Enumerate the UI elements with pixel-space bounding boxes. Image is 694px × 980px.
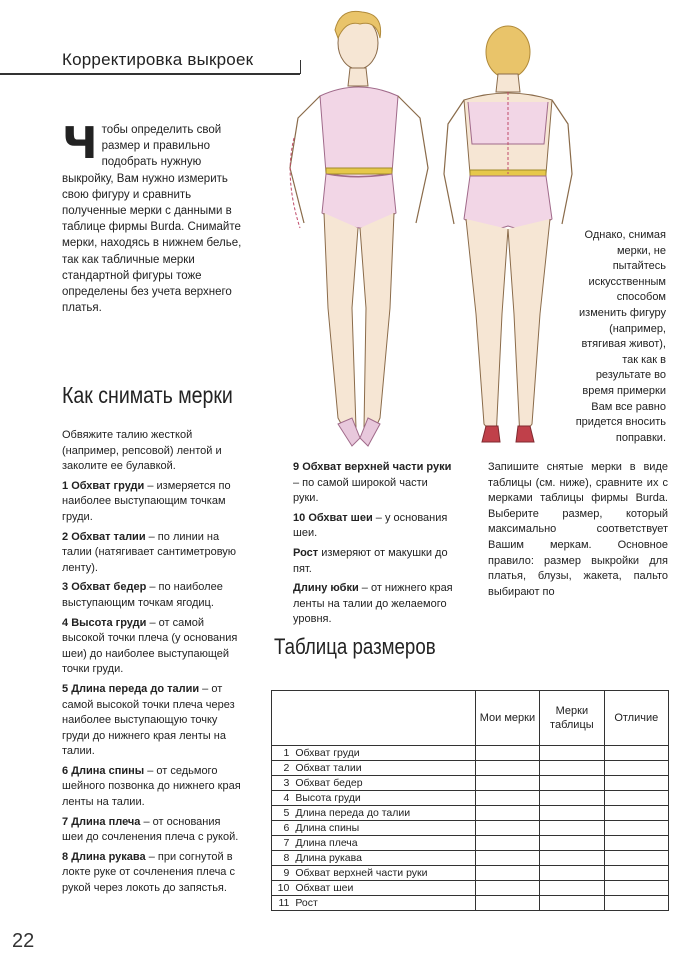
table-row (272, 836, 669, 851)
measure-desc: – у основания шеи. (293, 511, 448, 540)
measures-list-1 (62, 479, 244, 897)
row-number: 11 (272, 896, 292, 911)
measure-item (62, 815, 244, 846)
measure-desc: – по наиболее выступающим точкам ягодиц. (62, 581, 223, 609)
measure-name: Длина переда до талии (71, 682, 200, 695)
table-title: Таблица размеров (274, 634, 436, 659)
back-figure-illustration (440, 14, 580, 454)
table-body (272, 746, 669, 911)
measure-number: 3 (62, 581, 69, 594)
row-name: Длина плеча (291, 836, 475, 851)
measure-item (62, 764, 244, 811)
row-name: Обхват талии (291, 761, 475, 776)
recommendation-text: Запишите снятые мерки в виде таблицы (см. ниже), сравните их с мерками таблицы фирмы Burda. Выберите размер, который максимально соответствует Вашим меркам. Основное правило: размер выкройки для платья, блузы, жакета, пальто выбирают по (488, 461, 668, 598)
blank-cell (540, 851, 604, 866)
blank-cell (540, 821, 604, 836)
table-row (272, 776, 669, 791)
row-number: 2 (272, 761, 292, 776)
table-row (272, 881, 669, 896)
header-my: Мои мерки (475, 691, 539, 746)
blank-cell (604, 881, 668, 896)
header-blank (272, 691, 476, 746)
blank-cell (540, 761, 604, 776)
row-number: 7 (272, 836, 292, 851)
page-header: Корректировка выкроек (62, 50, 254, 69)
blank-cell (540, 806, 604, 821)
blank-cell (540, 746, 604, 761)
blank-cell (540, 776, 604, 791)
blank-cell (604, 851, 668, 866)
rost-desc: измеряют от макушки до пят. (293, 546, 448, 575)
rost-label: Рост (293, 546, 319, 559)
blank-cell (475, 896, 539, 911)
sizes-table (271, 690, 669, 911)
measure-desc: – от седьмого шейного позвонка до нижнего края ленты на талии. (62, 764, 241, 809)
intro-text: тобы определить свой размер и правильно подобрать нужную выкройку, Вам нужно измерить свою фигуру и сравнить полученные мерки с данными в таблице фирмы Burda. Снимайте мерки, находясь в нижнем белье, так как табличные мерки стандартной фигуры тоже определены без учета верхнего платья. (62, 124, 242, 315)
measures-list-2 (293, 460, 455, 542)
blank-cell (540, 866, 604, 881)
table-row (272, 851, 669, 866)
section-title: Как снимать мерки (62, 382, 233, 408)
measure-desc: – по самой широкой части руки. (293, 476, 428, 505)
blank-cell (475, 761, 539, 776)
measure-name: Обхват талии (71, 530, 146, 543)
measure-item (293, 511, 455, 542)
blank-cell (475, 776, 539, 791)
side-note: Однако, снимая мерки, не пытайтесь искусственным способом изменить фигуру (например, втягивая живот), так как в результате во время примерки Вам все равно придется вносить поправки. (575, 229, 666, 444)
skirt-desc: – от нижнего края ленты на талии до желаемого уровня. (293, 582, 453, 626)
intro-paragraph (62, 118, 250, 316)
table-row (272, 761, 669, 776)
measures-column-2 (293, 460, 455, 632)
row-name: Рост (291, 896, 475, 911)
blank-cell (604, 836, 668, 851)
blank-cell (475, 836, 539, 851)
blank-cell (604, 896, 668, 911)
row-name: Обхват бедер (291, 776, 475, 791)
blank-cell (540, 896, 604, 911)
col1-intro: Обвяжите талию жесткой (например, репсовой) лентой и заколите ее булавкой. (62, 429, 222, 473)
intro-dropcap: Ч (62, 118, 98, 169)
blank-cell (604, 776, 668, 791)
measure-name: Длина плеча (71, 815, 141, 828)
blank-cell (475, 806, 539, 821)
table-row (272, 746, 669, 761)
skirt-item (293, 581, 455, 628)
measure-desc: – от самой высокой точки плеча (у основания шеи) до наиболее выступающей точки груди. (62, 616, 238, 676)
table-row (272, 806, 669, 821)
row-number: 1 (272, 746, 292, 761)
header-diff: Отличие (604, 691, 668, 746)
blank-cell (475, 881, 539, 896)
measure-number: 6 (62, 764, 69, 777)
header-table: Мерки таблицы (540, 691, 604, 746)
blank-cell (604, 791, 668, 806)
measure-desc: – измеряется по наиболее выступающим точкам груди. (62, 479, 231, 523)
table-row (272, 791, 669, 806)
measure-number: 10 (293, 511, 306, 524)
blank-cell (540, 836, 604, 851)
measure-item (62, 850, 244, 897)
rost-item (293, 546, 455, 577)
measure-name: Обхват бедер (71, 581, 147, 594)
row-number: 4 (272, 791, 292, 806)
row-name: Обхват шеи (291, 881, 475, 896)
row-number: 3 (272, 776, 292, 791)
measure-name: Обхват шеи (308, 511, 373, 524)
blank-cell (475, 746, 539, 761)
measure-item (62, 479, 244, 526)
measure-number: 8 (62, 850, 69, 863)
blank-cell (540, 881, 604, 896)
measure-desc: – по линии на талии (натягивает сантиметровую ленту). (62, 530, 237, 574)
row-name: Обхват груди (291, 746, 475, 761)
measure-item (62, 530, 244, 577)
row-name: Обхват верхней части руки (291, 866, 475, 881)
measure-desc: – при согнутой в локте руке от сочленения плеча с рукой через локоть до запястья. (62, 850, 235, 895)
row-name: Длина переда до талии (291, 806, 475, 821)
measure-number: 4 (62, 616, 69, 629)
measure-number: 1 (62, 479, 69, 492)
header-rule (0, 73, 300, 75)
page-number: 22 (12, 930, 35, 952)
row-number: 5 (272, 806, 292, 821)
measure-name: Длина спины (71, 764, 145, 777)
measure-number: 7 (62, 815, 69, 828)
table-row (272, 896, 669, 911)
measure-item (62, 580, 244, 611)
row-number: 8 (272, 851, 292, 866)
measure-name: Обхват груди (71, 479, 145, 492)
row-number: 10 (272, 881, 292, 896)
measure-name: Обхват верхней части руки (302, 461, 452, 473)
measure-item (62, 682, 244, 760)
row-number: 6 (272, 821, 292, 836)
measure-name: Длина рукава (71, 850, 146, 863)
blank-cell (475, 866, 539, 881)
blank-cell (475, 791, 539, 806)
blank-cell (475, 821, 539, 836)
skirt-label: Длину юбки (293, 582, 359, 595)
measure-item (293, 460, 455, 507)
blank-cell (604, 761, 668, 776)
front-figure-illustration (280, 8, 440, 448)
table-header-row (272, 691, 669, 746)
table-row (272, 866, 669, 881)
measure-item (62, 616, 244, 678)
measure-desc: – от основания шеи до сочленения плеча с рукой. (62, 815, 239, 844)
row-name: Длина рукава (291, 851, 475, 866)
row-name: Длина спины (291, 821, 475, 836)
measure-name: Высота груди (71, 616, 147, 629)
table-row (272, 821, 669, 836)
blank-cell (604, 806, 668, 821)
blank-cell (604, 866, 668, 881)
measure-number: 5 (62, 682, 69, 695)
row-number: 9 (272, 866, 292, 881)
blank-cell (540, 791, 604, 806)
measures-column-1 (62, 428, 244, 901)
measure-number: 2 (62, 530, 69, 543)
blank-cell (604, 746, 668, 761)
row-name: Высота груди (291, 791, 475, 806)
measure-number: 9 (293, 461, 300, 473)
blank-cell (604, 821, 668, 836)
blank-cell (475, 851, 539, 866)
measure-desc: – от самой высокой точки плеча через наиболее выступающую точку груди до нижнего края ленты на талии. (62, 682, 235, 758)
